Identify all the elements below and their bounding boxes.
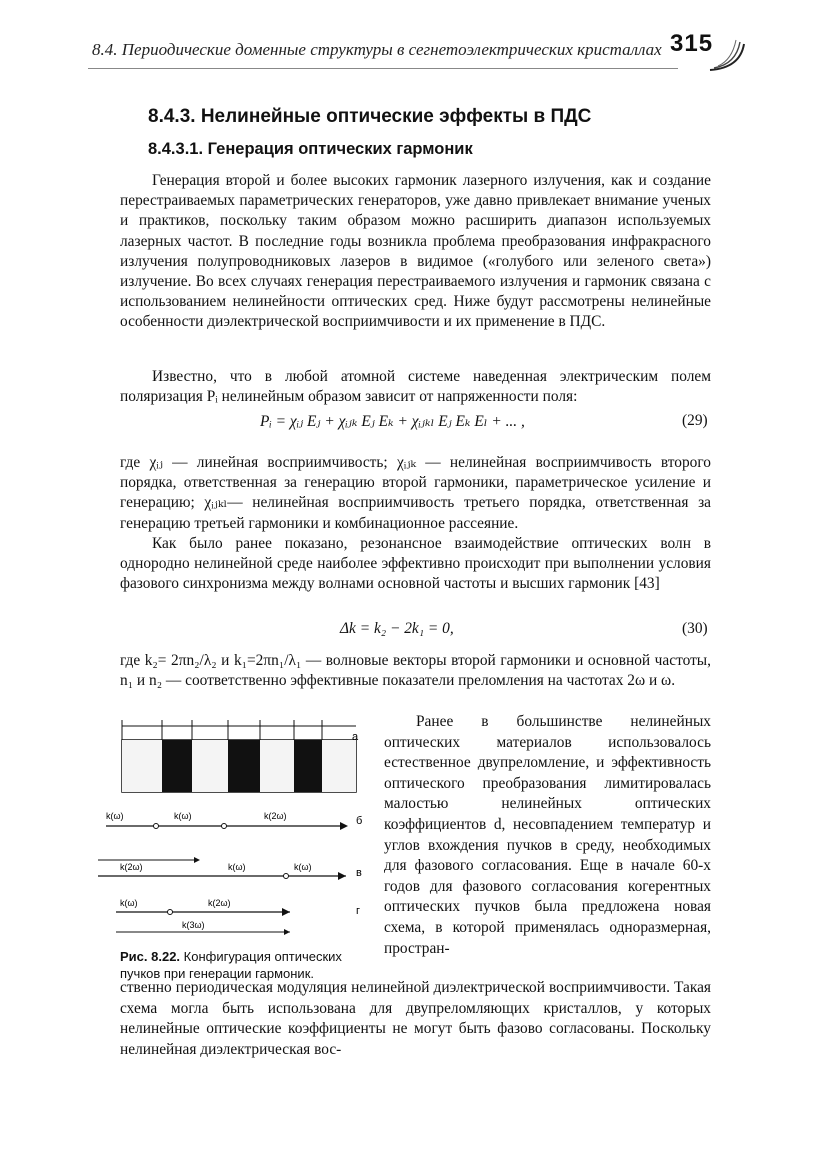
figure-8-22 [90, 716, 380, 946]
paragraph-polarization: Известно, что в любой атомной системе наведенная электрическим полем поляризация Pᵢ нелинейным образом зависит от напряженности поля: [120, 368, 711, 406]
running-header: 8.4. Периодические доменные структуры в сегнетоэлектрических кристаллах [92, 40, 662, 59]
vector-label-b3: k(2ω) [264, 811, 287, 821]
paragraph-phase-matching: Как было ранее показано, резонансное взаимодействие оптических волн в однородно нелинейной среде наиболее эффективно происходит при выполнении условия фазового синхронизма между волнами основной частоты и высших гармоник [43] [120, 535, 711, 593]
paragraph-susceptibility: где χᵢⱼ — линейная восприимчивость; χᵢⱼₖ — нелинейная восприимчивость второго порядка, ответственная за генерацию второй гармоники, параметрическое усиление и генерацию; χᵢⱼₖₗ— нелинейная восприимчивость третьего порядка, ответственная за генерацию третьей гармоники и комбинационное рассеяние. [120, 454, 711, 532]
section-heading: 8.4.3. Нелинейные оптические эффекты в ПДС [148, 106, 592, 127]
header-rule [88, 68, 678, 69]
equation-30: Δk = k₂ − 2k₁ = 0, [340, 620, 454, 637]
page-number-swirl-icon [700, 24, 750, 74]
vector-label-d1: k(ω) [120, 898, 138, 908]
subsection-heading: 8.4.3.1. Генерация оптических гармоник [148, 140, 473, 158]
equation-30-number: (30) [682, 620, 708, 637]
vector-diagram-d [116, 898, 360, 935]
vector-label-d2: k(2ω) [208, 898, 231, 908]
equation-29-number: (29) [682, 412, 708, 429]
panel-label-b: б [356, 815, 363, 827]
vector-label-b1: k(ω) [106, 811, 124, 821]
vector-label-c3: k(ω) [294, 862, 312, 872]
paragraph-wave-vectors: где k₂= 2πn₂/λ₂ и k₁=2πn₁/λ₁ — волновые векторы второй гармоники и основной частоты, n₁ и n₂ — соответственно эффективные показатели преломления на частотах 2ω и ω. [120, 652, 711, 690]
panel-label-c: в [356, 867, 362, 879]
figure-caption-label: Рис. 8.22. [120, 949, 181, 964]
paragraph-birefringence: Ранее в большинстве нелинейных оптических материалов использовалось естественное двупреломление, и эффективность оптического преобразования лимитировалась малостью нелинейных оптических коэффициентов d, несовпадением температур и углов вхождения пучков в среду, необходимых для фазового согласования. Еще в начале 60-х годов для фазового согласования когерентных оптических пучков была предложена новая схема, в которой применялась одноразмерная, простран- [384, 713, 711, 957]
figure-caption-text: Конфигурация оптических пучков при генерации гармоник. [120, 949, 342, 981]
vector-label-d3: k(3ω) [182, 920, 205, 930]
vector-label-c1: k(2ω) [120, 862, 143, 872]
panel-label-d: г [356, 905, 361, 917]
paragraph-continuation: ственно периодическая модуляция нелинейной диэлектрической восприимчивости. Такая схема могла быть использована для двупреломляющих кристаллов, у которых нелинейные оптические коэффициенты не могут быть фазово согласованы. Поскольку нелинейная диэлектрическая вос- [120, 979, 711, 1058]
vector-diagram-b [106, 811, 362, 830]
vector-label-c2: k(ω) [228, 862, 246, 872]
page-number: 315 [670, 30, 714, 57]
panel-label-a: а [352, 731, 359, 743]
vector-diagram-c [98, 857, 362, 880]
figure-caption [120, 948, 370, 982]
domain-structure-diagram [122, 720, 359, 792]
equation-29: Pᵢ = χᵢⱼ Eⱼ + χᵢⱼₖ Eⱼ Eₖ + χᵢⱼₖₗ Eⱼ Eₖ Eₗ + ... , [260, 413, 525, 430]
paragraph-intro: Генерация второй и более высоких гармоник лазерного излучения, как и создание перестраиваемых параметрических генераторов, уже давно привлекает внимание ученых и практиков, поскольку таким образом можно расширить диапазон используемых лазерных частот. В последние годы возникла проблема преобразования инфракрасного излучения полупроводниковых лазеров в видимое («голубого или зеленого света») излучение. Во всех случаях генерация перестраиваемого излучения и гармоник связана с использованием нелинейности оптических сред. Ниже будут рассмотрены нелинейные особенности диэлектрической восприимчивости и их применение в ПДС. [120, 172, 711, 331]
vector-label-b2: k(ω) [174, 811, 192, 821]
